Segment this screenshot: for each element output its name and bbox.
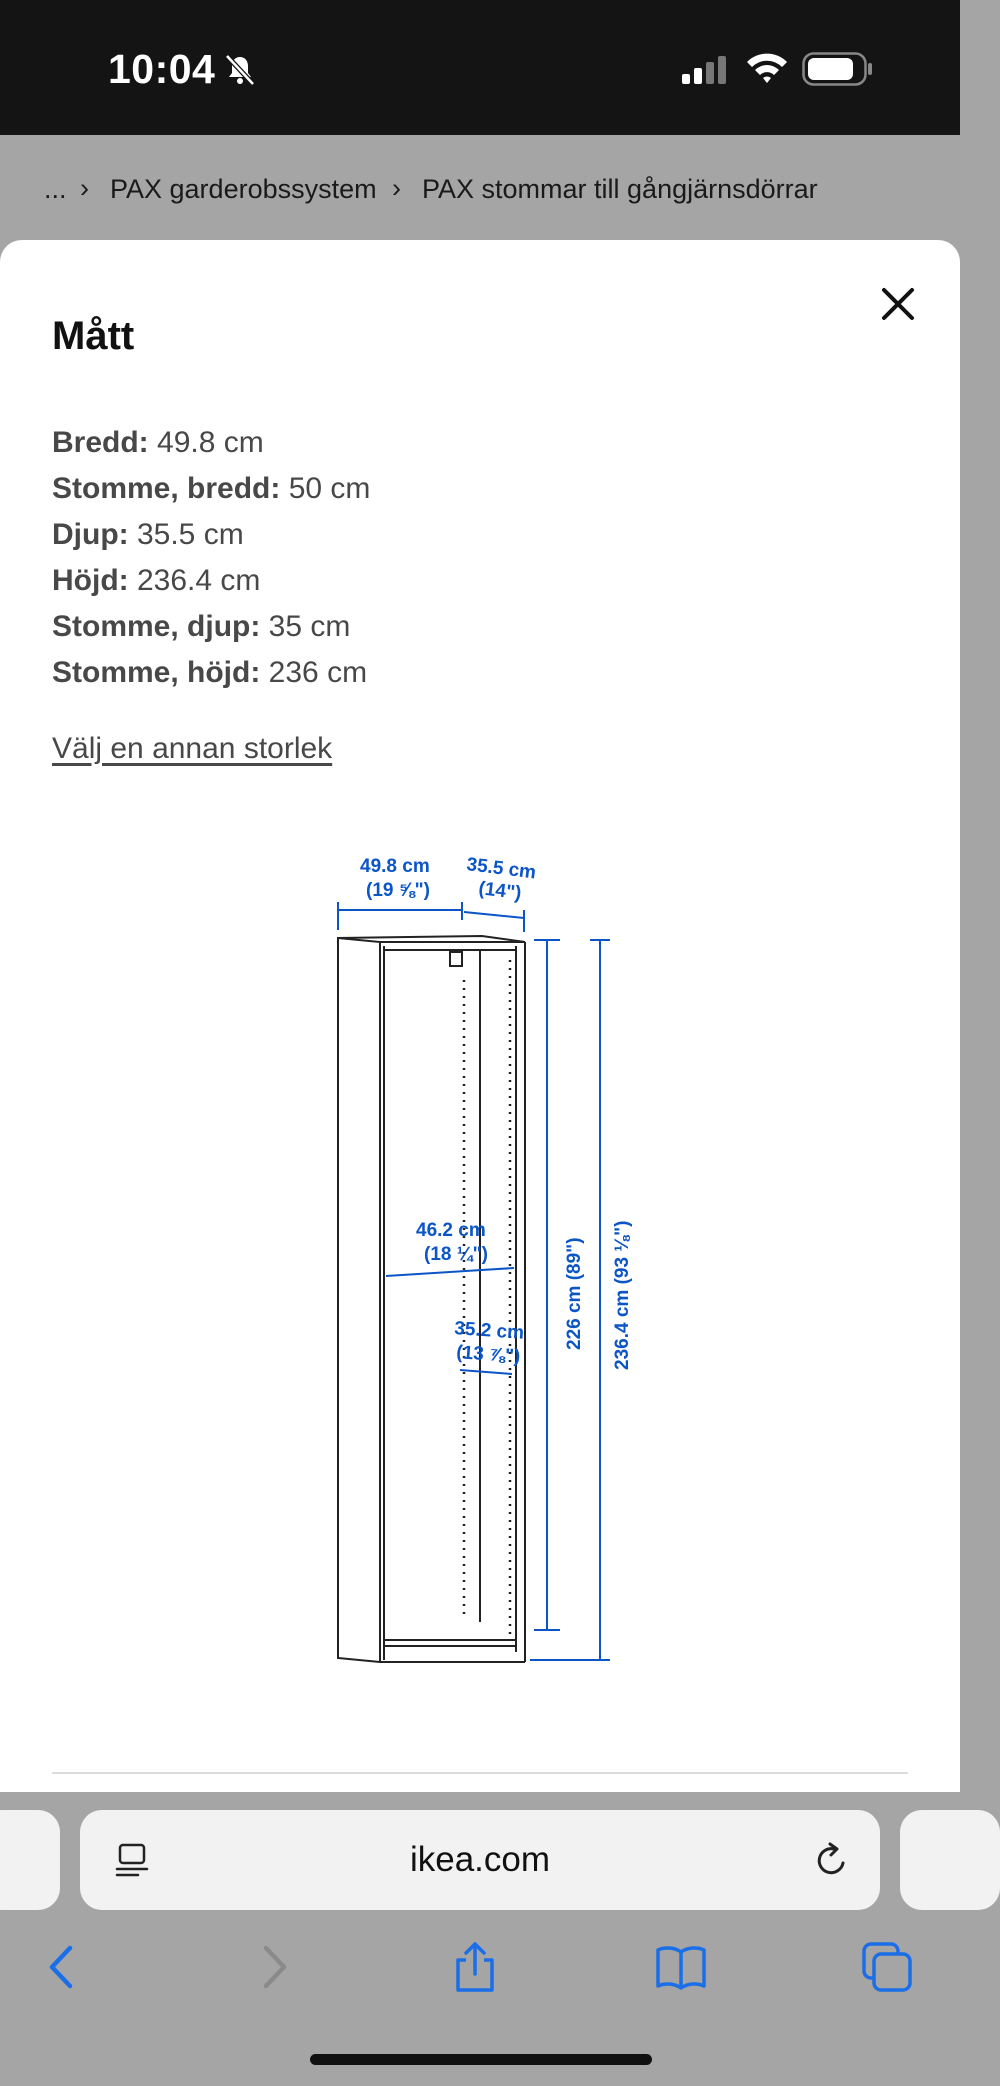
bookmarks-icon[interactable]: [654, 1940, 708, 1994]
width-in-label: (19 ⅝"): [366, 880, 430, 901]
outer-height-label: 236.4 cm (93 ⅛"): [612, 1220, 633, 1370]
depth-in-label: (14"): [477, 878, 523, 905]
inner-width-in-label: (18 ¼"): [424, 1244, 488, 1265]
share-icon[interactable]: [448, 1940, 502, 1994]
status-bar: [0, 0, 960, 135]
depth-cm-label: 35.5 cm: [465, 854, 538, 884]
reload-icon[interactable]: [812, 1841, 852, 1881]
chevron-right-icon: ›: [392, 173, 401, 203]
bell-slash-icon: [222, 52, 258, 88]
inner-depth-in-label: (13 ⅞"): [455, 1342, 521, 1368]
spec-row-frame-width: Stomme, bredd: 50 cm: [52, 472, 371, 505]
spec-row-depth: Djup: 35.5 cm: [52, 518, 244, 551]
spec-list: [52, 420, 370, 696]
breadcrumb-item-pax-frames[interactable]: PAX stommar till gångjärnsdörrar: [422, 174, 818, 204]
breadcrumb-item-pax-system[interactable]: PAX garderobssystem: [110, 174, 377, 204]
width-cm-label: 49.8 cm: [360, 856, 430, 877]
battery-icon: [802, 52, 874, 86]
wifi-icon: [744, 50, 790, 86]
chevron-right-icon: ›: [80, 173, 89, 203]
status-time: 10:04: [108, 46, 216, 92]
spec-row-width: Bredd: 49.8 cm: [52, 426, 264, 459]
tabs-icon[interactable]: [860, 1940, 914, 1994]
inner-depth-cm-label: 35.2 cm: [453, 1318, 525, 1344]
choose-other-size-link[interactable]: Välj en annan storlek: [52, 732, 333, 765]
signal-icon: [680, 54, 730, 86]
forward-icon[interactable]: [246, 1940, 300, 1994]
inner-width-cm-label: 46.2 cm: [416, 1220, 486, 1241]
home-indicator: [310, 2054, 652, 2065]
section-heading: Mått: [52, 314, 135, 358]
inner-height-label: 226 cm (89"): [564, 1237, 585, 1350]
back-icon[interactable]: [36, 1940, 90, 1994]
spec-row-frame-depth: Stomme, djup: 35 cm: [52, 610, 351, 643]
url-text[interactable]: ikea.com: [409, 1840, 551, 1879]
spec-row-height: Höjd: 236.4 cm: [52, 564, 261, 597]
dimension-diagram: [320, 840, 633, 1670]
spec-row-frame-height: Stomme, höjd: 236 cm: [52, 656, 368, 689]
divider: [52, 1772, 908, 1774]
breadcrumb-ellipsis[interactable]: ...: [44, 174, 67, 204]
close-icon[interactable]: [876, 282, 920, 326]
